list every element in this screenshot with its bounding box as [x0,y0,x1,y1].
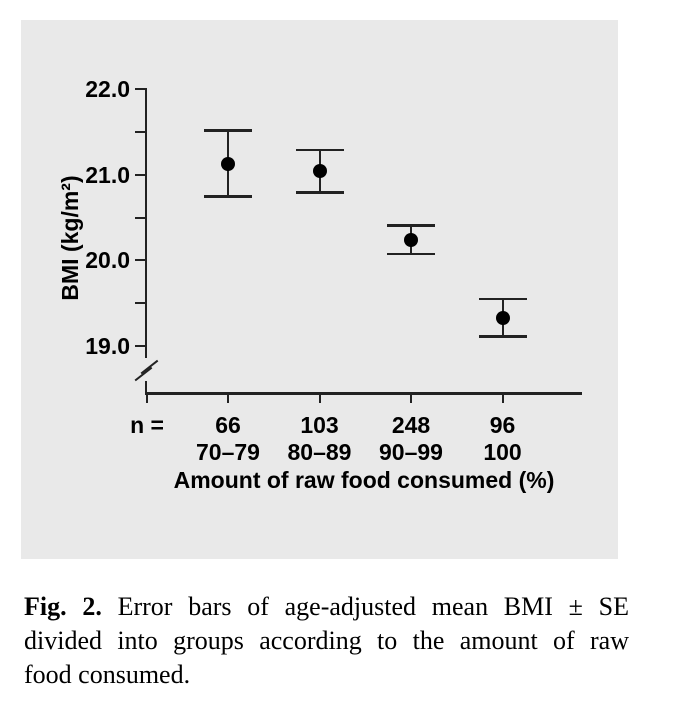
error-bar-cap [479,298,527,301]
x-axis-line [145,392,582,395]
caption-line [24,590,629,624]
error-bar-cap [296,149,344,152]
data-point [221,157,235,171]
group-range-label: 100 [483,439,522,465]
data-point [404,233,418,247]
caption-line: divided into groups according to the amount of raw [24,626,629,655]
error-bar-cap [296,191,344,194]
x-tick [146,394,148,403]
n-value-label: 103 [300,412,339,438]
axis-break-icon [141,360,159,375]
data-point [496,311,510,325]
error-bar-cap [204,195,252,198]
caption-text-line: Error bars of age-adjusted mean BMI ± SE [117,592,630,621]
group-range-label: 80–89 [287,439,352,465]
error-bar-cap [479,335,527,338]
y-tick-label: 20.0 [85,247,130,274]
n-value-label: 248 [391,412,431,438]
figure-caption [24,590,629,692]
x-tick [410,394,412,403]
caption-fig-label: Fig. 2. [24,592,102,621]
y-minor-tick [135,217,147,219]
y-tick-label: 21.0 [85,161,130,188]
y-tick [135,259,147,261]
group-range-label: 90–99 [379,439,443,465]
y-tick [135,174,147,176]
y-tick [135,88,147,90]
data-point [313,164,327,178]
y-minor-tick [135,131,147,133]
y-minor-tick [135,302,147,304]
n-value-label: 96 [489,412,516,438]
y-axis-title: BMI (kg/m²) [57,175,83,301]
n-prefix-label: n = [130,412,164,438]
caption-line: food consumed. [24,660,191,689]
error-bar-cap [387,224,435,227]
n-value-label: 66 [215,412,241,438]
y-axis-line [145,88,147,358]
error-bar-cap [387,253,435,256]
x-tick [502,394,504,403]
error-bar-cap [204,129,252,132]
group-range-label: 70–79 [196,439,260,465]
y-tick-label: 19.0 [85,333,130,359]
y-tick [135,345,147,347]
x-tick [227,394,229,403]
x-axis-title: Amount of raw food consumed (%) [173,467,555,493]
x-tick [319,394,321,403]
y-tick-label: 22.0 [85,76,130,102]
